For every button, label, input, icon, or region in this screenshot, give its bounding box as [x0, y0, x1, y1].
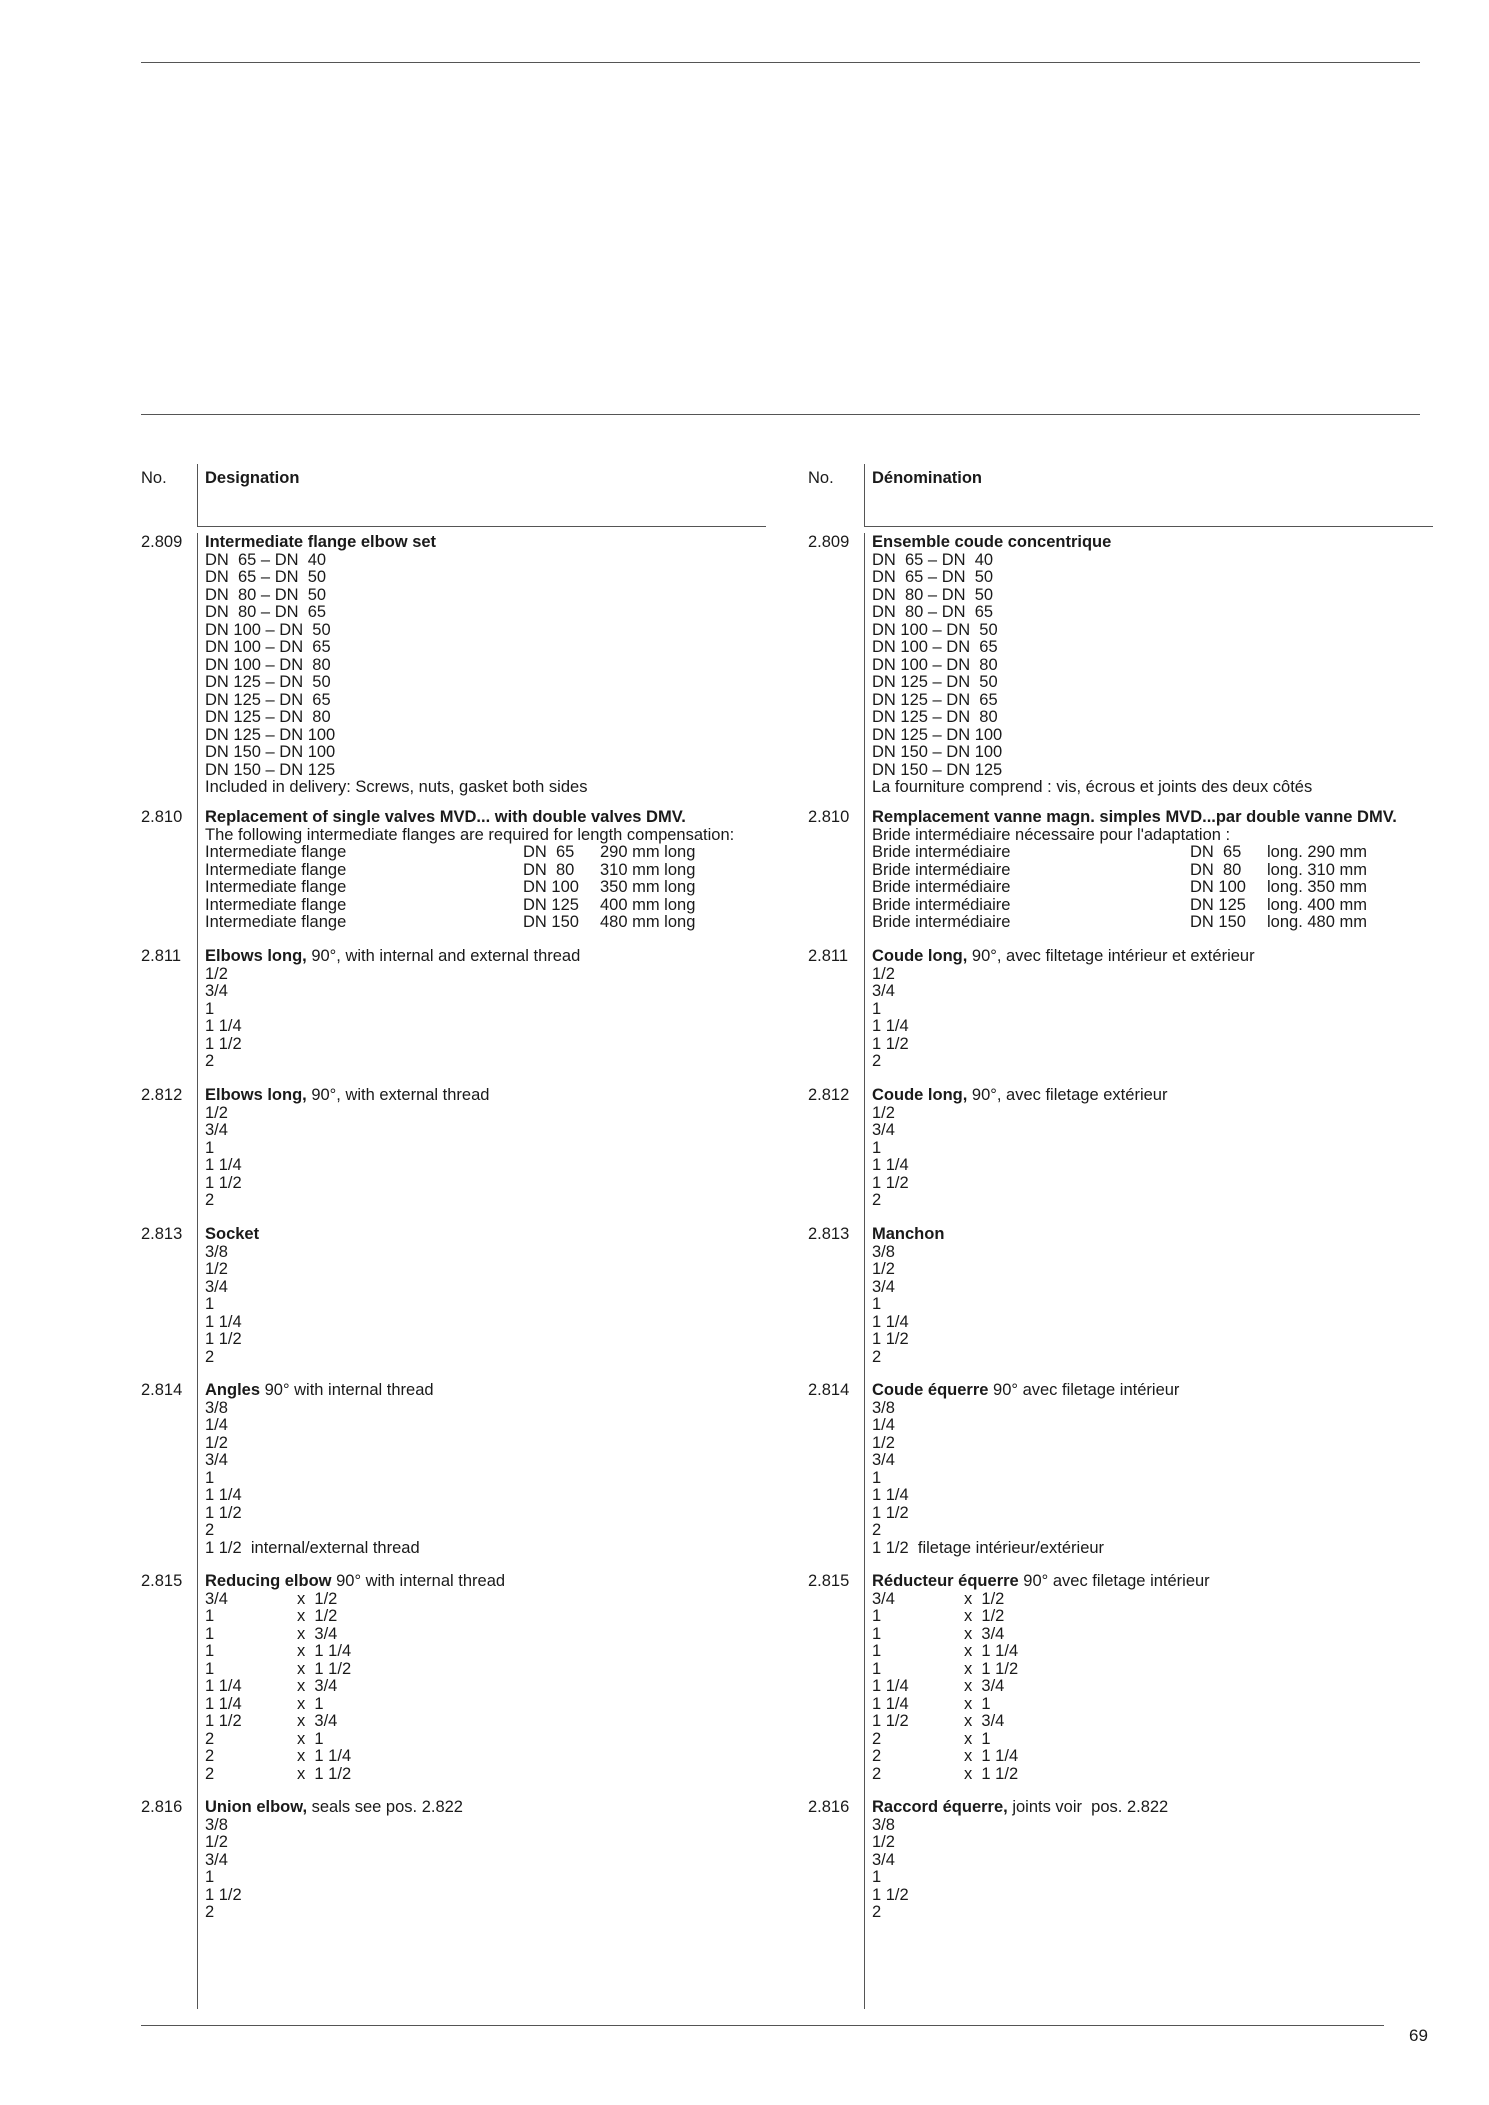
item-title-suffix: 90° avec filetage intérieur [1018, 1572, 1210, 1590]
item-title: Elbows long, [205, 1086, 307, 1104]
item-title: Remplacement vanne magn. simples MVD...par double vanne DMV. [872, 808, 1397, 826]
item-line: 1 1/4 [205, 1486, 242, 1504]
size-from: 2 [205, 1764, 215, 1783]
size-to: x 3/4 [964, 1624, 1005, 1643]
item-body [872, 1087, 1432, 1210]
flange-size: DN 65 [523, 843, 575, 861]
reducing-size-row [872, 1661, 1432, 1679]
column-header-no: No. [141, 469, 167, 487]
item-line: 1 [205, 1868, 215, 1886]
reducing-size-row [205, 1591, 765, 1609]
item-line: La fourniture comprend : vis, écrous et joints des deux côtés [872, 778, 1313, 796]
item-line: 1/2 [872, 1103, 895, 1122]
item-title-line [205, 1087, 765, 1105]
item-line: DN 125 – DN 50 [872, 673, 998, 691]
item-line: 1/2 [205, 964, 228, 983]
size-from: 1 [872, 1624, 882, 1643]
column-divider [864, 533, 865, 2009]
item-title-line [205, 809, 765, 827]
reducing-size-row [872, 1608, 1432, 1626]
size-from: 2 [872, 1764, 882, 1783]
item-line: DN 150 – DN 125 [205, 760, 336, 779]
size-to: x 1/2 [297, 1589, 338, 1608]
item-body [205, 948, 765, 1071]
flange-name: Bride intermédiaire [872, 860, 1011, 879]
size-from: 1 1/4 [872, 1694, 909, 1713]
item-line: DN 65 – DN 40 [205, 550, 327, 569]
page-number: 69 [1409, 2026, 1428, 2045]
item-number: 2.812 [141, 1086, 183, 1104]
item-line: DN 65 – DN 50 [205, 568, 327, 586]
item-number: 2.809 [141, 533, 183, 551]
flange-name: Bride intermédiaire [872, 843, 1011, 861]
item-line: 1 1/4 [872, 1156, 909, 1174]
flange-size: DN 100 [1190, 878, 1246, 896]
size-from: 1 [872, 1642, 882, 1660]
size-to: x 1 1/4 [964, 1642, 1019, 1660]
reducing-size-row [872, 1591, 1432, 1609]
item-line: Bride intermédiaire nécessaire pour l'adaptation : [872, 825, 1231, 844]
item-line: DN 100 – DN 80 [872, 655, 998, 674]
item-body [872, 1226, 1432, 1366]
item-line: 2 [872, 1521, 882, 1539]
item-line: 2 [872, 1903, 882, 1921]
item-line: 1 [205, 999, 215, 1018]
item-body [872, 534, 1432, 797]
item-title-suffix: 90°, with internal and external thread [306, 947, 581, 965]
item-line: 1/2 [205, 1260, 228, 1278]
item-title: Coude long, [872, 947, 968, 965]
reducing-size-row [205, 1661, 765, 1679]
reducing-size-row [872, 1766, 1432, 1784]
item-line: 1/2 [205, 1833, 228, 1851]
item-body [205, 1226, 765, 1366]
item-body [872, 1382, 1432, 1557]
reducing-size-row [872, 1713, 1432, 1731]
item-title: Raccord équerre, [872, 1798, 1008, 1816]
flange-length: long. 350 mm [1267, 878, 1367, 896]
item-line: 1 1/2 [872, 1330, 909, 1348]
flange-length: long. 290 mm [1267, 843, 1367, 861]
item-number: 2.816 [808, 1798, 850, 1816]
reducing-size-row [872, 1678, 1432, 1696]
item-title: Ensemble coude concentrique [872, 533, 1112, 551]
item-line: DN 125 – DN 80 [872, 708, 998, 726]
item-line: 1 1/2 [205, 1885, 242, 1904]
item-number: 2.811 [141, 947, 182, 965]
item-title-suffix: 90°, avec filetage extérieur [967, 1086, 1168, 1104]
item-line: 1 1/2 filetage intérieur/extérieur [872, 1538, 1105, 1557]
flange-length: long. 480 mm [1267, 913, 1367, 931]
size-from: 3/4 [205, 1589, 228, 1608]
item-line: DN 150 – DN 100 [205, 743, 336, 761]
item-title: Elbows long, [205, 947, 307, 965]
column-header-designation: Designation [205, 469, 300, 487]
item-line: 2 [205, 1052, 215, 1070]
item-body [205, 1799, 765, 1922]
size-to: x 1 [297, 1694, 324, 1713]
item-title: Socket [205, 1225, 260, 1243]
item-number: 2.815 [808, 1572, 850, 1590]
item-number: 2.813 [141, 1225, 183, 1243]
item-line: 3/8 [205, 1815, 228, 1834]
item-line: 1/2 [205, 1103, 228, 1122]
flange-length: long. 400 mm [1267, 895, 1367, 914]
flange-row [872, 862, 1432, 880]
size-to: x 3/4 [964, 1712, 1005, 1730]
item-title-line [205, 1226, 765, 1244]
reducing-size-row [205, 1626, 765, 1644]
item-line: 1/4 [872, 1416, 895, 1434]
item-line: DN 125 – DN 65 [205, 690, 331, 709]
item-title-line [872, 1799, 1432, 1817]
item-line: 1 [872, 1468, 882, 1487]
item-line: 3/4 [205, 982, 228, 1000]
size-to: x 1 1/2 [297, 1659, 352, 1678]
reducing-size-row [872, 1643, 1432, 1661]
item-number: 2.809 [808, 533, 850, 551]
item-line: 1 [205, 1468, 215, 1487]
size-to: x 3/4 [297, 1712, 338, 1730]
item-line: 1 1/4 [205, 1312, 242, 1331]
size-from: 2 [205, 1747, 215, 1765]
size-to: x 1 [297, 1729, 324, 1748]
flange-length: 400 mm long [600, 895, 696, 914]
item-line: DN 100 – DN 50 [205, 620, 331, 639]
item-line: 1 1/2 [872, 1885, 909, 1904]
size-from: 1 [205, 1607, 215, 1625]
item-title-suffix: 90°, with external thread [306, 1086, 490, 1104]
size-to: x 1 1/4 [297, 1642, 352, 1660]
reducing-size-row [872, 1731, 1432, 1749]
item-line: The following intermediate flanges are required for length compensation: [205, 825, 735, 844]
item-body [205, 1573, 765, 1783]
size-from: 1 1/4 [205, 1694, 242, 1713]
item-title: Coude long, [872, 1086, 968, 1104]
item-line: 2 [205, 1191, 215, 1209]
reducing-size-row [205, 1766, 765, 1784]
item-number: 2.816 [141, 1798, 183, 1816]
flange-length: 350 mm long [600, 878, 696, 896]
item-body [205, 809, 765, 932]
item-title-line [205, 1573, 765, 1591]
item-line: 1/2 [872, 964, 895, 983]
flange-size: DN 65 [1190, 843, 1242, 861]
item-title-line [872, 1087, 1432, 1105]
item-line: DN 80 – DN 50 [205, 585, 327, 604]
item-line: 1 [205, 1138, 215, 1157]
reducing-size-row [205, 1696, 765, 1714]
column-header-underline [197, 526, 766, 527]
item-title-suffix: seals see pos. 2.822 [307, 1798, 463, 1816]
size-from: 2 [205, 1729, 215, 1748]
item-line: DN 100 – DN 65 [205, 638, 331, 656]
item-line: 2 [872, 1191, 882, 1209]
reducing-size-row [205, 1643, 765, 1661]
item-title: Coude équerre [872, 1381, 989, 1399]
item-line: DN 65 – DN 50 [872, 568, 994, 586]
item-title-suffix: joints voir pos. 2.822 [1007, 1798, 1169, 1816]
flange-length: 480 mm long [600, 913, 696, 931]
item-title: Union elbow, [205, 1798, 308, 1816]
flange-size: DN 80 [1190, 860, 1242, 879]
item-line: 1 [872, 999, 882, 1018]
item-body [205, 1382, 765, 1557]
size-from: 1 [872, 1607, 882, 1625]
item-line: DN 125 – DN 50 [205, 673, 331, 691]
flange-row [872, 914, 1432, 932]
size-to: x 3/4 [964, 1677, 1005, 1695]
french-column [808, 0, 1433, 2105]
item-line: 3/8 [205, 1398, 228, 1417]
reducing-size-row [205, 1608, 765, 1626]
item-line: DN 80 – DN 65 [872, 603, 994, 621]
size-from: 2 [872, 1747, 882, 1765]
item-line: 2 [205, 1347, 215, 1366]
flange-row [205, 879, 765, 897]
item-number: 2.811 [808, 947, 849, 965]
item-body [872, 1573, 1432, 1783]
column-divider [197, 533, 198, 2009]
item-title-line [872, 948, 1432, 966]
item-line: 3/4 [872, 982, 895, 1000]
flange-name: Intermediate flange [205, 843, 347, 861]
item-line: DN 150 – DN 100 [872, 743, 1003, 761]
item-line: 3/4 [205, 1121, 228, 1139]
item-title-line [872, 1226, 1432, 1244]
item-line: 1 1/4 [872, 1017, 909, 1035]
reducing-size-row [205, 1731, 765, 1749]
column-header-no: No. [808, 469, 834, 487]
flange-row [205, 914, 765, 932]
item-title-line [205, 1799, 765, 1817]
item-line: 1 1/4 [205, 1156, 242, 1174]
size-to: x 3/4 [297, 1624, 338, 1643]
flange-length: long. 310 mm [1267, 860, 1367, 879]
item-line: 1 [872, 1138, 882, 1157]
item-number: 2.814 [808, 1381, 850, 1399]
reducing-size-row [205, 1678, 765, 1696]
flange-size: DN 100 [523, 878, 579, 896]
flange-row [872, 897, 1432, 915]
item-title: Replacement of single valves MVD... with double valves DMV. [205, 808, 686, 826]
item-line: 3/8 [872, 1815, 895, 1834]
item-line: 1 [872, 1295, 882, 1313]
item-line: 1 1/4 [872, 1312, 909, 1331]
item-line: 1 1/2 [205, 1330, 242, 1348]
item-title-suffix: 90° avec filetage intérieur [988, 1381, 1180, 1399]
item-number: 2.814 [141, 1381, 183, 1399]
size-to: x 1 [964, 1729, 991, 1748]
item-line: 1 1/2 [205, 1173, 242, 1192]
item-line: 1 [205, 1295, 215, 1313]
item-line: 1/2 [872, 1260, 895, 1278]
size-from: 1 1/4 [205, 1677, 242, 1695]
item-line: 3/4 [872, 1277, 895, 1296]
item-title: Reducing elbow [205, 1572, 332, 1590]
size-from: 1 [872, 1659, 882, 1678]
item-title-line [872, 534, 1432, 552]
item-body [205, 534, 765, 797]
flange-name: Bride intermédiaire [872, 878, 1011, 896]
item-title-line [872, 1573, 1432, 1591]
item-line: DN 100 – DN 80 [205, 655, 331, 674]
item-line: 1 1/4 [872, 1486, 909, 1504]
item-number: 2.813 [808, 1225, 850, 1243]
flange-name: Intermediate flange [205, 895, 347, 914]
item-line: 3/4 [872, 1121, 895, 1139]
item-line: DN 80 – DN 50 [872, 585, 994, 604]
item-line: 2 [872, 1052, 882, 1070]
item-line: 1 1/4 [205, 1017, 242, 1035]
item-title-line [872, 809, 1432, 827]
item-line: 3/4 [872, 1451, 895, 1469]
item-line: 1/2 [872, 1833, 895, 1851]
column-header-designation: Dénomination [872, 469, 982, 487]
item-line: 3/4 [205, 1451, 228, 1469]
item-line: DN 125 – DN 100 [872, 725, 1003, 744]
flange-name: Intermediate flange [205, 860, 347, 879]
size-from: 1 [205, 1624, 215, 1643]
item-title: Angles [205, 1381, 261, 1399]
item-title: Manchon [872, 1225, 945, 1243]
size-to: x 1/2 [964, 1589, 1005, 1608]
flange-row [205, 862, 765, 880]
item-body [872, 809, 1432, 932]
reducing-size-row [872, 1696, 1432, 1714]
size-to: x 1/2 [297, 1607, 338, 1625]
flange-row [205, 844, 765, 862]
size-to: x 1/2 [964, 1607, 1005, 1625]
reducing-size-row [205, 1713, 765, 1731]
size-from: 1 1/2 [872, 1712, 909, 1730]
item-line: DN 100 – DN 65 [872, 638, 998, 656]
flange-name: Bride intermédiaire [872, 895, 1011, 914]
english-column [141, 0, 766, 2105]
reducing-size-row [205, 1748, 765, 1766]
item-line: 2 [872, 1347, 882, 1366]
size-from: 2 [872, 1729, 882, 1748]
item-line: DN 125 – DN 100 [205, 725, 336, 744]
flange-size: DN 80 [523, 860, 575, 879]
item-body [205, 1087, 765, 1210]
item-title-suffix: 90°, avec filtetage intérieur et extérieur [967, 947, 1255, 965]
item-line: DN 150 – DN 125 [872, 760, 1003, 779]
item-line: DN 65 – DN 40 [872, 550, 994, 569]
size-from: 1 1/4 [872, 1677, 909, 1695]
item-line: 1 1/2 [872, 1503, 909, 1522]
item-line: 3/4 [205, 1277, 228, 1296]
item-line: Included in delivery: Screws, nuts, gasket both sides [205, 778, 588, 796]
item-title: Intermediate flange elbow set [205, 533, 437, 551]
flange-length: 310 mm long [600, 860, 696, 879]
item-title-suffix: 90° with internal thread [331, 1572, 506, 1590]
flange-row [205, 897, 765, 915]
item-line: DN 125 – DN 80 [205, 708, 331, 726]
item-line: DN 100 – DN 50 [872, 620, 998, 639]
item-line: 2 [205, 1903, 215, 1921]
item-line: 3/8 [872, 1398, 895, 1417]
flange-size: DN 125 [1190, 895, 1246, 914]
size-from: 3/4 [872, 1589, 895, 1608]
item-line: 1 1/2 [872, 1034, 909, 1053]
item-line: 3/8 [872, 1242, 895, 1261]
column-divider [197, 464, 198, 526]
size-to: x 1 1/2 [964, 1764, 1019, 1783]
item-line: 1/4 [205, 1416, 228, 1434]
item-number: 2.810 [141, 808, 183, 826]
item-line: DN 125 – DN 65 [872, 690, 998, 709]
item-number: 2.812 [808, 1086, 850, 1104]
item-line: 1 1/2 [205, 1034, 242, 1053]
flange-row [872, 879, 1432, 897]
flange-size: DN 150 [1190, 913, 1246, 931]
item-title-suffix: 90° with internal thread [260, 1381, 434, 1399]
flange-row [872, 844, 1432, 862]
item-line: 1/2 [205, 1433, 228, 1452]
size-to: x 1 1/4 [964, 1747, 1019, 1765]
size-from: 1 [205, 1642, 215, 1660]
flange-name: Intermediate flange [205, 913, 347, 931]
size-to: x 1 1/2 [964, 1659, 1019, 1678]
reducing-size-row [872, 1626, 1432, 1644]
flange-length: 290 mm long [600, 843, 696, 861]
item-line: 3/8 [205, 1242, 228, 1261]
flange-size: DN 150 [523, 913, 579, 931]
item-body [872, 948, 1432, 1071]
column-header-underline [864, 526, 1433, 527]
item-title-line [205, 948, 765, 966]
item-line: 2 [205, 1521, 215, 1539]
size-from: 1 [205, 1659, 215, 1678]
size-from: 1 1/2 [205, 1712, 242, 1730]
item-number: 2.810 [808, 808, 850, 826]
item-title: Réducteur équerre [872, 1572, 1019, 1590]
item-line: 1 1/2 internal/external thread [205, 1538, 420, 1557]
item-body [872, 1799, 1432, 1922]
size-to: x 1 1/4 [297, 1747, 352, 1765]
item-title-line [205, 534, 765, 552]
reducing-size-row [872, 1748, 1432, 1766]
item-line: 1/2 [872, 1433, 895, 1452]
item-title-line [872, 1382, 1432, 1400]
column-divider [864, 464, 865, 526]
size-to: x 1 1/2 [297, 1764, 352, 1783]
item-line: 1 [872, 1868, 882, 1886]
size-to: x 3/4 [297, 1677, 338, 1695]
item-line: 3/4 [872, 1850, 895, 1869]
size-to: x 1 [964, 1694, 991, 1713]
item-title-line [205, 1382, 765, 1400]
flange-name: Intermediate flange [205, 878, 347, 896]
item-line: DN 80 – DN 65 [205, 603, 327, 621]
flange-name: Bride intermédiaire [872, 913, 1011, 931]
item-line: 1 1/2 [872, 1173, 909, 1192]
item-line: 1 1/2 [205, 1503, 242, 1522]
item-number: 2.815 [141, 1572, 183, 1590]
item-line: 3/4 [205, 1850, 228, 1869]
flange-size: DN 125 [523, 895, 579, 914]
